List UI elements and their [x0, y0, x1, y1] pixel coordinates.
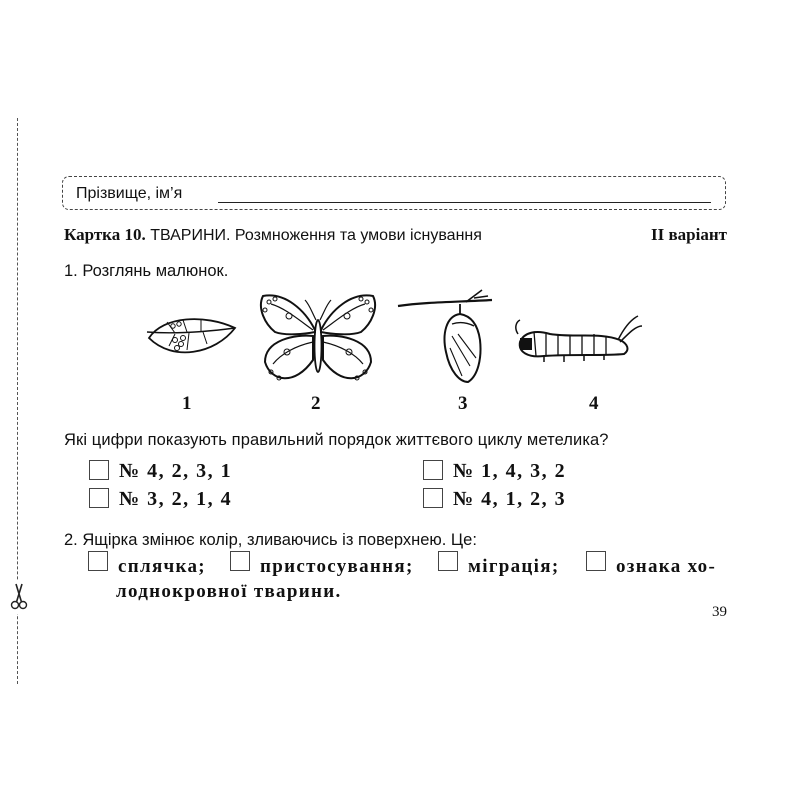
card-title: ТВАРИНИ. [150, 227, 231, 244]
name-field-label: Прізвище, ім’я [76, 185, 183, 202]
chrysalis-icon [396, 286, 496, 391]
option-label: ознака хо- [616, 556, 717, 577]
card-number: Картка 10. [64, 225, 146, 244]
option-checkbox[interactable] [89, 460, 109, 480]
picture-number-3: 3 [458, 393, 468, 414]
option-checkbox[interactable] [230, 551, 250, 571]
option-label: пристосування; [260, 556, 414, 577]
butterfly-icon [255, 290, 381, 395]
option-checkbox[interactable] [423, 460, 443, 480]
variant-label: II варіант [651, 225, 727, 244]
picture-number-2: 2 [311, 393, 321, 414]
card-subtitle: Розмноження та умови існування [234, 227, 482, 244]
leaf-with-eggs-icon [145, 312, 237, 367]
task2-prompt: 2. Ящірка змінює колір, зливаючись із поверхнею. Це: [64, 531, 477, 549]
option-checkbox[interactable] [89, 488, 109, 508]
option-label: № 1, 4, 3, 2 [453, 460, 567, 482]
option-label: № 4, 1, 2, 3 [453, 488, 567, 510]
option-label: міграція; [468, 556, 560, 577]
option-checkbox[interactable] [438, 551, 458, 571]
option-label: № 3, 2, 1, 4 [119, 488, 233, 510]
option-checkbox[interactable] [423, 488, 443, 508]
page-number: 39 [712, 604, 727, 620]
option-checkbox[interactable] [586, 551, 606, 571]
caterpillar-icon [514, 314, 644, 369]
option-checkbox[interactable] [88, 551, 108, 571]
card-header [64, 225, 727, 247]
name-write-line[interactable] [218, 202, 711, 203]
task1-question: Які цифри показують правильний порядок життєвого циклу метелика? [64, 431, 609, 449]
option-label: сплячка; [118, 556, 206, 577]
picture-number-4: 4 [589, 393, 599, 414]
option-label: № 4, 2, 3, 1 [119, 460, 233, 482]
scissors-icon [9, 580, 29, 614]
picture-number-1: 1 [182, 393, 192, 414]
option-continuation: лоднокровної тварини. [116, 581, 342, 602]
task1-prompt: 1. Розглянь малюнок. [64, 262, 229, 280]
name-field-box [62, 176, 726, 210]
